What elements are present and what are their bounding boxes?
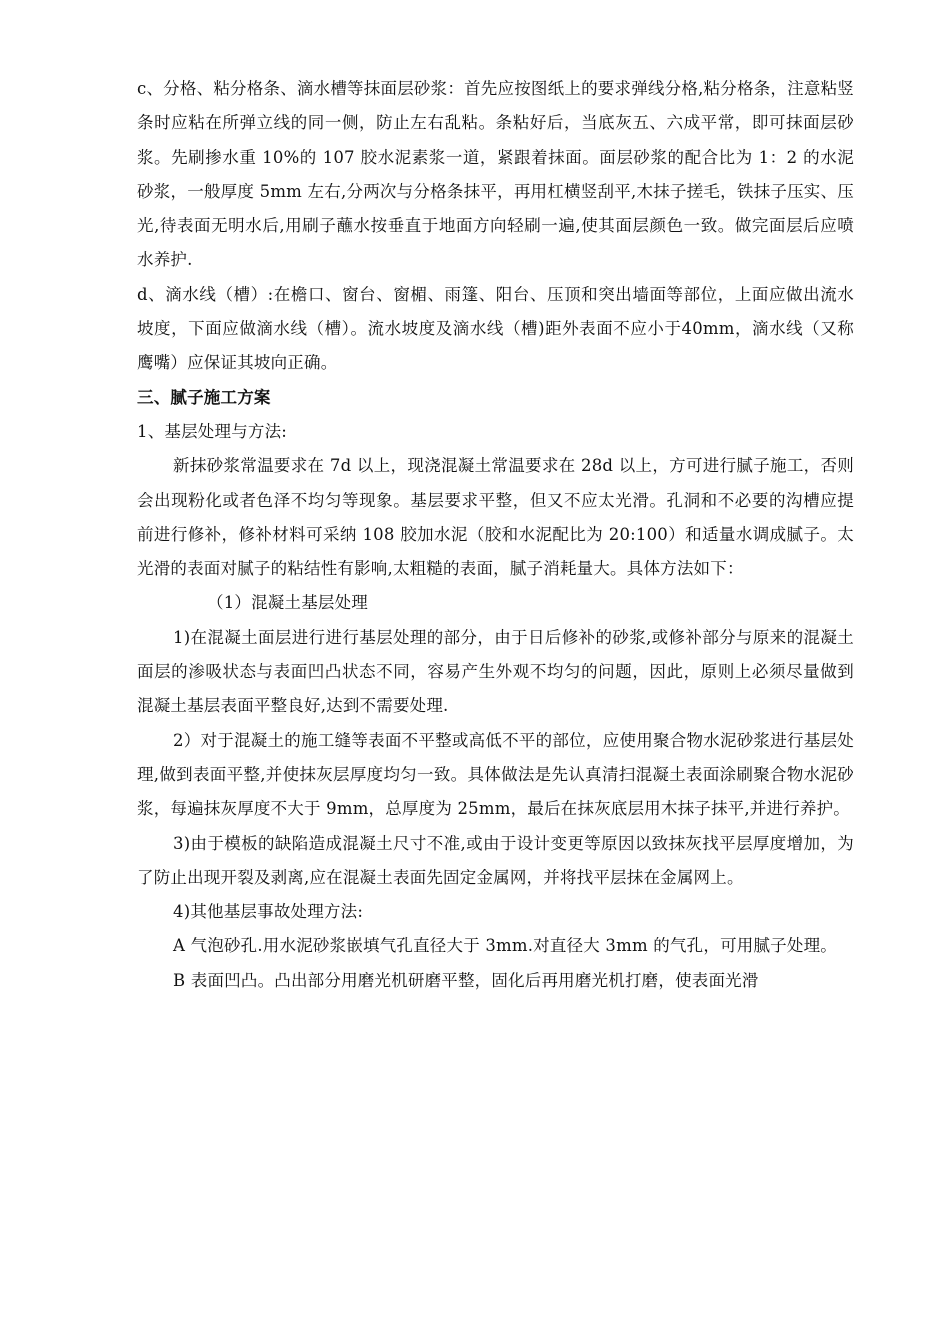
paragraph-c-section: c、分格、粘分格条、滴水槽等抹面层砂浆：首先应按图纸上的要求弹线分格,粘分格条，注意粘竖条时应粘在所弹立线的同一侧，防止左右乱粘。条粘好后，当底灰五、六成平常，即可抹面层砂浆。先刷掺水重 10%的 107 胶水泥素浆一道，紧跟着抹面。面层砂浆的配合比为 1：2 的水泥砂浆，一般厚度 5mm 左右,分两次与分格条抹平，再用杠横竖刮平,木抹子搓毛，铁抹子压实、压光,待表面无明水后,用刷子蘸水按垂直于地面方向轻刷一遍,使其面层颜色一致。做完面层后应喷水养护. xyxy=(137,79,854,270)
paragraph-point-3: 3)由于模板的缺陷造成混凝土尺寸不准,或由于设计变更等原因以致抹灰找平层厚度增加，为了防止出现开裂及剥离,应在混凝土表面先固定金属网，并将找平层抹在金属网上。 xyxy=(137,833,854,887)
section-heading: 三、腻子施工方案 xyxy=(137,387,271,407)
paragraph-base-treatment: 新抹砂浆常温要求在 7d 以上，现浇混凝土常温要求在 28d 以上，方可进行腻子施工，否则会出现粉化或者色泽不均匀等现象。基层要求平整，但又不应太光滑。孔洞和不必要的沟槽应提前进行修补，修补材料可采纳 108 胶加水泥（胶和水泥配比为 20:100）和适量水调成腻子。太光滑的表面对腻子的粘结性有影响,太粗糙的表面，腻子消耗量大。具体方法如下： xyxy=(137,456,854,579)
subheading-concrete-base: （1）混凝土基层处理 xyxy=(207,593,368,613)
paragraph-d-section: d、滴水线（槽）:在檐口、窗台、窗楣、雨篷、阳台、压顶和突出墙面等部位，上面应做出流水坡度，下面应做滴水线（槽）。流水坡度及滴水线（槽)距外表面不应小于40mm，滴水线（又称鹰嘴）应保证其坡向正确。 xyxy=(137,284,854,373)
paragraph-point-1: 1)在混凝土面层进行进行基层处理的部分，由于日后修补的砂浆,或修补部分与原来的混凝土面层的渗吸状态与表面凹凸状态不同，容易产生外观不均匀的问题，因此，原则上必须尽量做到混凝土基层表面平整良好,达到不需要处理. xyxy=(137,627,854,716)
item-heading: 1、基层处理与方法: xyxy=(137,421,288,441)
paragraph-point-4: 4)其他基层事故处理方法: xyxy=(173,902,364,922)
paragraph-point-b: B 表面凹凸。凸出部分用磨光机研磨平整，固化后再用磨光机打磨，使表面光滑 xyxy=(173,970,759,990)
paragraph-point-2: 2）对于混凝土的施工缝等表面不平整或高低不平的部位，应使用聚合物水泥砂浆进行基层处理,做到表面平整,并使抹灰层厚度均匀一致。具体做法是先认真清扫混凝土表面涂刷聚合物水泥砂浆，每遍抹灰厚度不大于 9mm，总厚度为 25mm，最后在抹灰底层用木抹子抹平,并进行养护。 xyxy=(137,730,854,819)
paragraph-point-a: A 气泡砂孔.用水泥砂浆嵌填气孔直径大于 3mm.对直径大 3mm 的气孔，可用腻子处理。 xyxy=(173,936,837,956)
